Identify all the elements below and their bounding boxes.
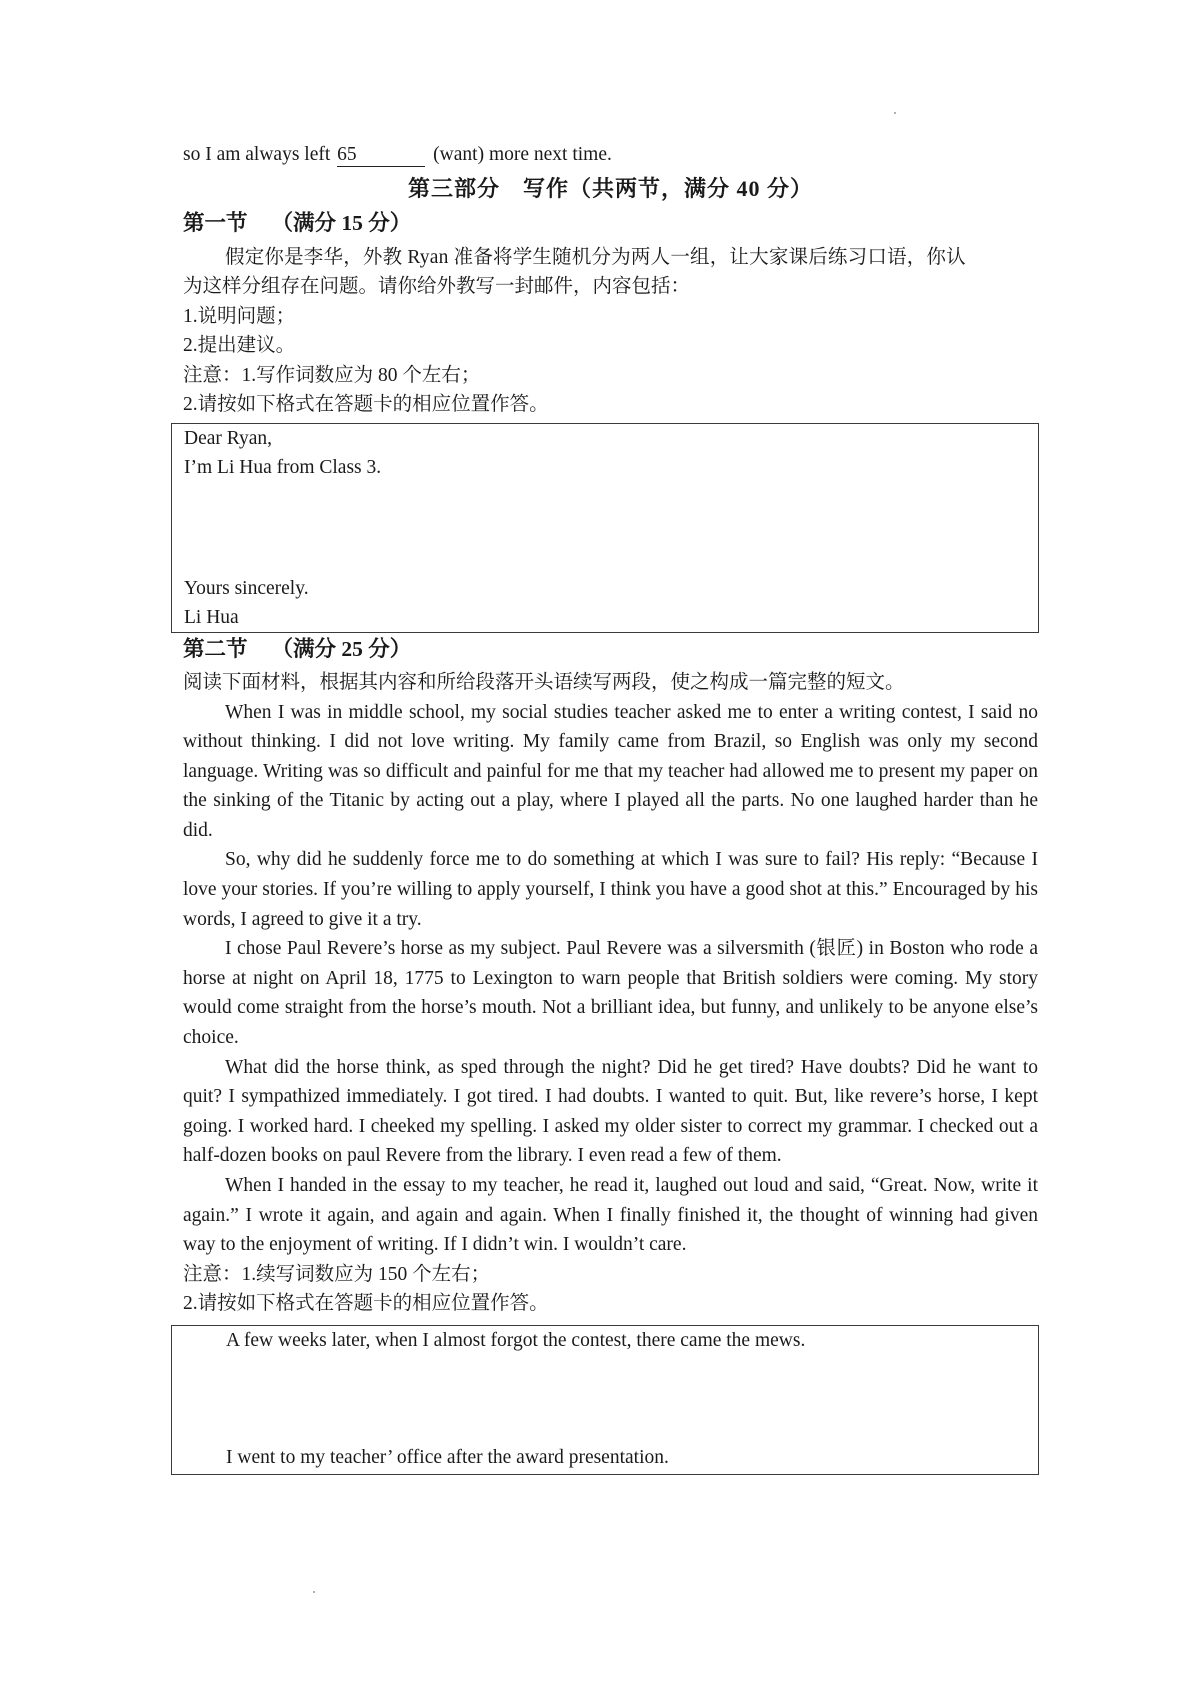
question-number: 65 (337, 144, 357, 165)
section1-note: 注意：1.写作词数应为 80 个左右； (183, 364, 481, 386)
answer-blank[interactable] (337, 144, 425, 167)
letter-intro: I’m Li Hua from Class 3. (184, 457, 382, 478)
letter-answer-box[interactable] (171, 423, 1039, 633)
previous-question-line (183, 140, 1038, 170)
section1-label: 第一节 (183, 211, 248, 235)
continuation-answer-box[interactable] (171, 1325, 1039, 1475)
story-paragraph: What did the horse think, as sped through the night? Did he get tired? Have doubts? Did he want to quit? I sympathized immediately. I got tired. I had doubts. I wanted to quit. But, like revere’s horse, I kept going. I worked hard. I cheeked my spelling. I asked my older sister to correct my grammar. I checked out a half-dozen books on paul Revere from the library. I even read a few of them. (183, 1056, 1038, 1167)
section1-note: 2.请按如下格式在答题卡的相应位置作答。 (183, 394, 549, 415)
story-paragraph: When I handed in the essay to my teacher, he read it, laughed out loud and said, “Great. Now, write it again.” I wrote it again, and again and again. When I finally finished it, the thought of winning had given way to the enjoyment of writing. If I didn’t win. I wouldn’t care. (183, 1175, 1038, 1256)
section1-item: 1.说明问题； (183, 305, 296, 327)
letter-signature: Li Hua (184, 607, 239, 628)
section1-heading (183, 209, 1038, 239)
story-passage (183, 698, 1038, 1260)
question-text-after: (want) more next time. (433, 144, 612, 165)
section1-score: （满分 15 分） (271, 211, 412, 235)
section2-heading (183, 635, 1038, 665)
story-paragraph: When I was in middle school, my social studies teacher asked me to enter a writing contest, I said no without thinking. I did not love writing. My family came from Brazil, so English was only my second language. Writing was so difficult and painful for me that my teacher had allowed me to present my paper on the sinking of the Titanic by acting out a play, where I played all the parts. No one laughed harder than he did. (183, 701, 1038, 841)
story-paragraph: I chose Paul Revere’s horse as my subject. Paul Revere was a silversmith (银匠) in Boston who rode a horse at night on April 18, 1775 to Lexington to warn people that British soldiers were coming. My story would come straight from the horse’s mouth. Not a brilliant idea, but funny, and unlikely to be anyone else’s choice. (183, 938, 1038, 1049)
section1-prompt-line: 为这样分组存在问题。请你给外教写一封邮件，内容包括： (183, 276, 691, 297)
exam-page (183, 140, 1038, 1475)
scan-speck (313, 1591, 315, 1593)
section2-instruction: 阅读下面材料，根据其内容和所给段落开头语续写两段，使之构成一篇完整的短文。 (183, 672, 905, 693)
section2-label: 第二节 (183, 636, 248, 661)
letter-greeting: Dear Ryan, (184, 427, 273, 449)
letter-closing: Yours sincerely. (184, 577, 309, 599)
question-text-before: so I am always left (183, 144, 336, 165)
section1-item: 2.提出建议。 (183, 335, 296, 356)
part-title: 第三部分 写作（共两节，满分 40 分） (407, 175, 813, 201)
section1-prompt-line: 假定你是李华，外教 Ryan 准备将学生随机分为两人一组，让大家课后练习口语，你认 (225, 246, 966, 268)
continuation-paragraph-start: I went to my teacher’ office after the award presentation. (226, 1446, 669, 1468)
story-paragraph: So, why did he suddenly force me to do something at which I was sure to fail? His reply: “Because I love your stories. If you’re willing to apply yourself, I think you have a good shot at this.” Encouraged by his words, I agreed to give it a try. (183, 849, 1038, 930)
scan-speck (894, 112, 896, 114)
section2-note: 注意：1.续写词数应为 150 个左右； (183, 1263, 491, 1285)
continuation-paragraph-start: A few weeks later, when I almost forgot the contest, there came the mews. (226, 1329, 806, 1351)
section2-note: 2.请按如下格式在答题卡的相应位置作答。 (183, 1293, 549, 1315)
section2-score: （满分 25 分） (271, 636, 412, 661)
